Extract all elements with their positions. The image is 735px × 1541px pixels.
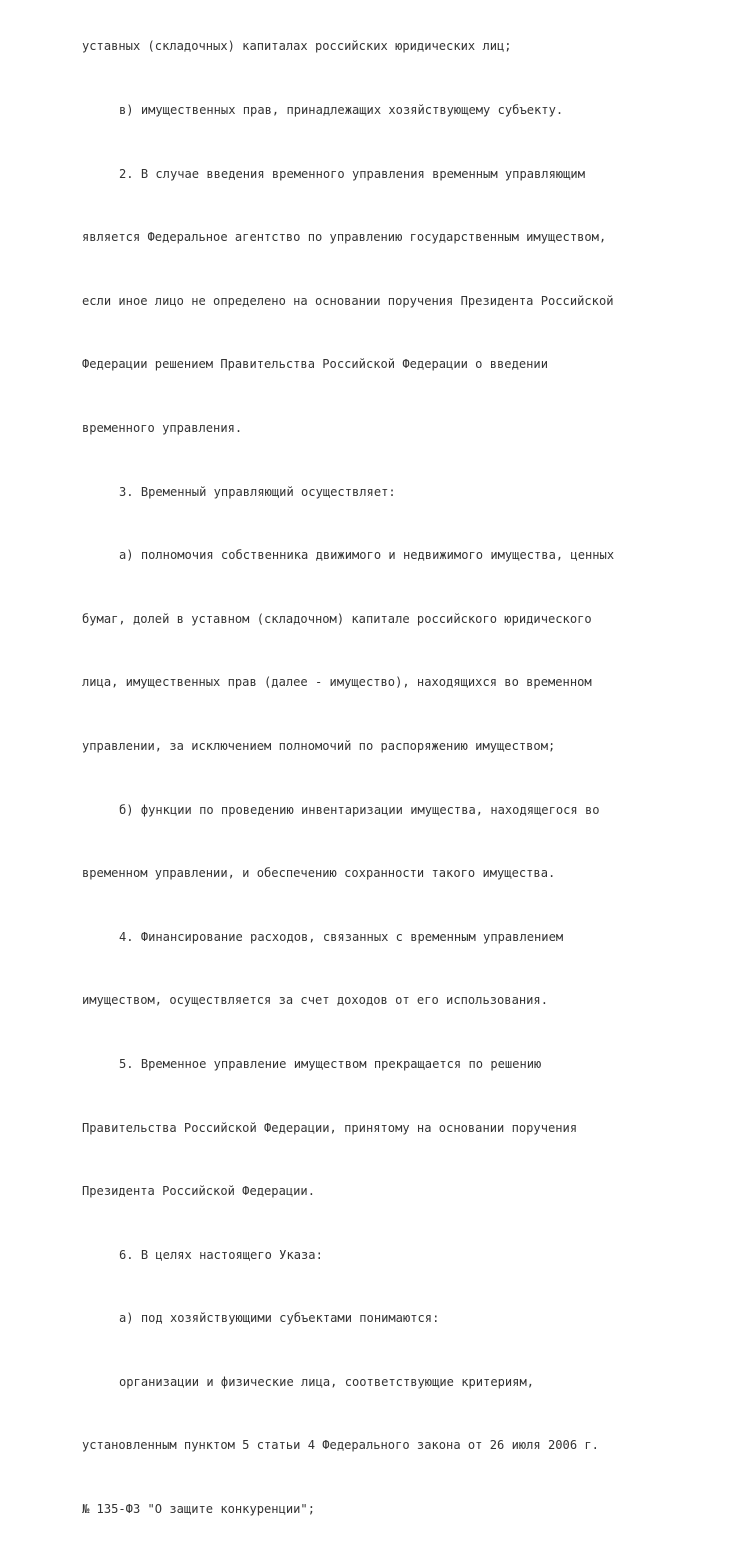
text-line: а) под хозяйствующими субъектами понимаются: <box>119 1311 440 1326</box>
paragraph-start: 6. В целях настоящего Указа: <box>119 1247 323 1262</box>
text-line: Президента Российской Федерации. <box>82 1184 315 1199</box>
text-line: имуществом, осуществляется за счет доходов от его использования. <box>82 993 548 1008</box>
paragraph-start: 5. Временное управление имуществом прекращается по решению <box>119 1056 542 1071</box>
paragraph-start: 2. В случае введения временного управления временным управляющим <box>119 166 585 181</box>
paragraph-start: 4. Финансирование расходов, связанных с временным управлением <box>119 929 564 944</box>
text-line: установленным пунктом 5 статьи 4 Федерального закона от 26 июля 2006 г. <box>82 1438 599 1453</box>
text-line: уставных (складочных) капиталах российских юридических лиц; <box>82 39 512 54</box>
text-line: б) функции по проведению инвентаризации имущества, находящегося во <box>119 802 600 817</box>
text-line: временного управления. <box>82 420 243 435</box>
text-line: а) полномочия собственника движимого и недвижимого имущества, ценных <box>119 548 615 563</box>
text-line: Правительства Российской Федерации, принятому на основании поручения <box>82 1120 578 1135</box>
document-body <box>82 0 732 1541</box>
text-line: Федерации решением Правительства Российской Федерации о введении <box>82 357 548 372</box>
text-line: организации и физические лица, соответствующие критериям, <box>119 1374 535 1389</box>
text-line: бумаг, долей в уставном (складочном) капитале российского юридического <box>82 611 592 626</box>
text-line: управлении, за исключением полномочий по распоряжению имуществом; <box>82 738 556 753</box>
text-line: является Федеральное агентство по управлению государственным имуществом, <box>82 230 607 245</box>
text-line: временном управлении, и обеспечению сохранности такого имущества. <box>82 866 556 881</box>
paragraph-start: 3. Временный управляющий осуществляет: <box>119 484 396 499</box>
text-line: если иное лицо не определено на основании поручения Президента Российской <box>82 293 614 308</box>
text-line: в) имущественных прав, принадлежащих хозяйствующему субъекту. <box>119 103 564 117</box>
text-line: лица, имущественных прав (далее - имущество), находящихся во временном <box>82 675 592 690</box>
text-line: № 135-ФЗ "О защите конкуренции"; <box>82 1502 315 1517</box>
